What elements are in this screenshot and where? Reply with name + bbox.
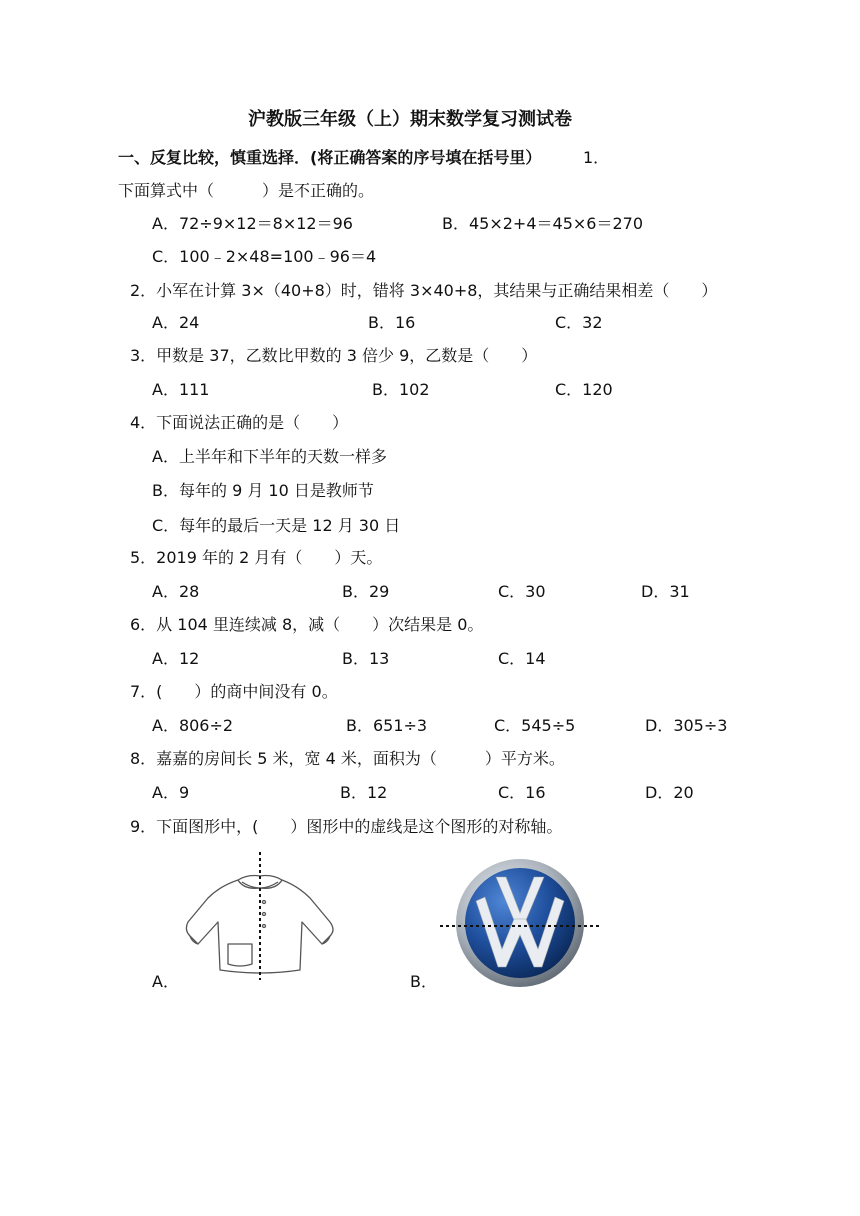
question-6-option-c: C．14 xyxy=(498,649,546,668)
question-3-option-a: A．111 xyxy=(152,380,210,399)
question-3-stem: 3．甲数是 37，乙数比甲数的 3 倍少 9，乙数是（ ） xyxy=(130,346,538,365)
question-4-option-b: B．每年的 9 月 10 日是教师节 xyxy=(152,481,374,500)
question-5-option-b: B．29 xyxy=(342,582,390,601)
question-6-option-b: B．13 xyxy=(342,649,390,668)
question-1-stem: 下面算式中（ ）是不正确的。 xyxy=(118,181,375,200)
question-4-option-a: A．上半年和下半年的天数一样多 xyxy=(152,447,387,466)
shirt-figure xyxy=(180,852,340,982)
question-2-option-c: C．32 xyxy=(555,313,603,332)
question-1-option-b: B．45×2+4＝45×6＝270 xyxy=(442,214,643,233)
question-5-option-c: C．30 xyxy=(498,582,546,601)
question-7-option-a: A．806÷2 xyxy=(152,716,234,735)
question-5-option-d: D．31 xyxy=(641,582,690,601)
question-9-option-a: A． xyxy=(152,972,179,991)
vw-logo-figure xyxy=(440,855,600,990)
section-heading: 一、反复比较，慎重选择．(将正确答案的序号填在括号里） xyxy=(118,148,542,167)
question-1-option-c: C．100﹣2×48=100﹣96＝4 xyxy=(152,247,377,266)
question-2-stem: 2．小军在计算 3×（40+8）时，错将 3×40+8，其结果与正确结果相差（ ） xyxy=(130,281,718,300)
question-7-option-c: C．545÷5 xyxy=(494,716,576,735)
question-4-option-c: C．每年的最后一天是 12 月 30 日 xyxy=(152,516,401,535)
page-title: 沪教版三年级（上）期末数学复习测试卷 xyxy=(248,109,572,130)
question-1-number: 1． xyxy=(583,148,610,167)
question-6-option-a: A．12 xyxy=(152,649,200,668)
question-2-option-b: B．16 xyxy=(368,313,416,332)
question-8-option-d: D．20 xyxy=(645,783,694,802)
question-9-stem: 9．下面图形中，( ）图形中的虚线是这个图形的对称轴。 xyxy=(130,817,563,836)
question-7-stem: 7．( ）的商中间没有 0。 xyxy=(130,682,338,701)
question-7-option-d: D．305÷3 xyxy=(645,716,728,735)
question-2-option-a: A．24 xyxy=(152,313,200,332)
question-4-stem: 4．下面说法正确的是（ ） xyxy=(130,413,349,432)
question-8-option-a: A．9 xyxy=(152,783,190,802)
question-3-option-c: C．120 xyxy=(555,380,613,399)
question-9-option-b: B． xyxy=(410,972,437,991)
question-6-stem: 6．从 104 里连续减 8，减（ ）次结果是 0。 xyxy=(130,615,484,634)
question-7-option-b: B．651÷3 xyxy=(346,716,428,735)
question-8-stem: 8．嘉嘉的房间长 5 米，宽 4 米，面积为（ ）平方米。 xyxy=(130,749,565,768)
question-8-option-b: B．12 xyxy=(340,783,388,802)
question-8-option-c: C．16 xyxy=(498,783,546,802)
question-5-stem: 5．2019 年的 2 月有（ ）天。 xyxy=(130,548,383,567)
question-1-option-a: A．72÷9×12＝8×12＝96 xyxy=(152,214,353,233)
question-5-option-a: A．28 xyxy=(152,582,200,601)
question-3-option-b: B．102 xyxy=(372,380,430,399)
